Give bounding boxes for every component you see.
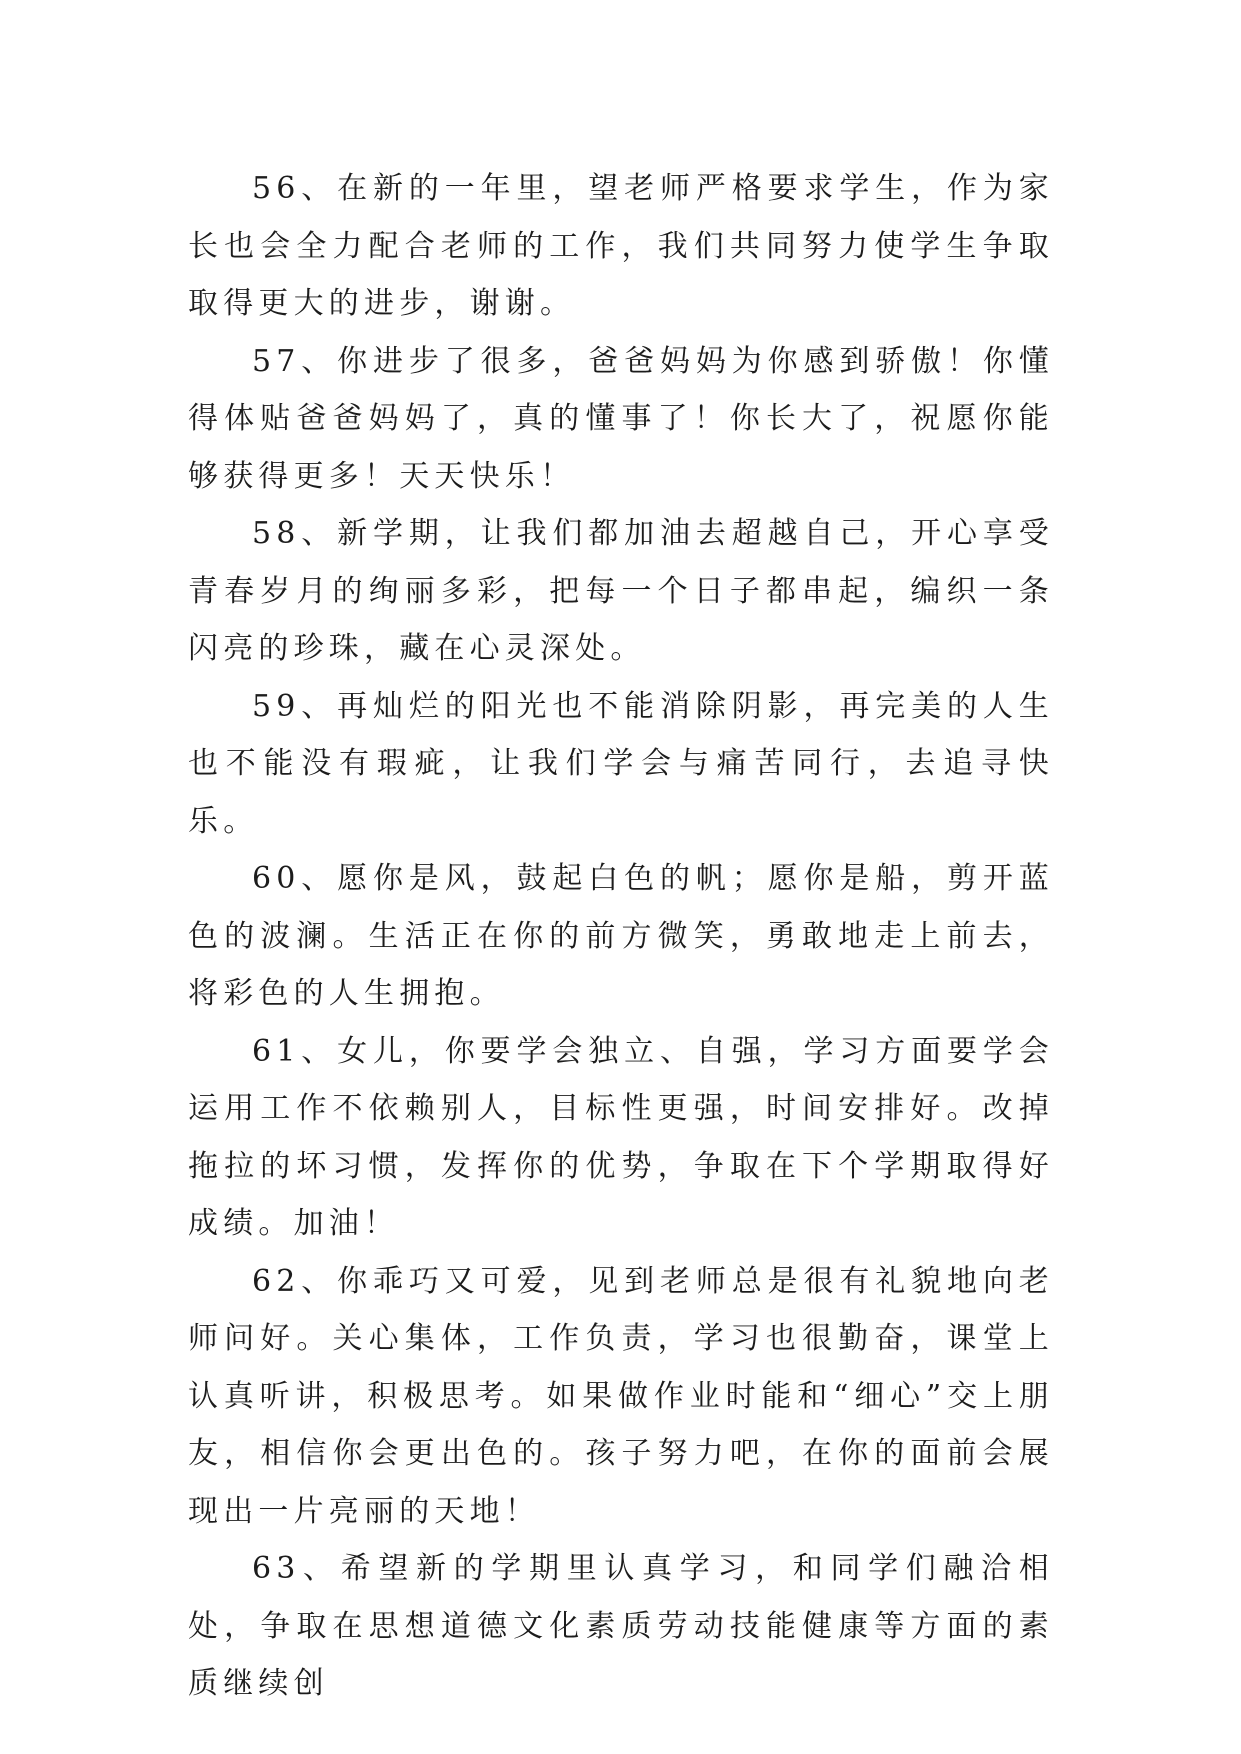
paragraph-58: 58、新学期，让我们都加油去超越自己，开心享受青春岁月的绚丽多彩，把每一个日子都串起，编织一条闪亮的珍珠，藏在心灵深处。 [188,516,1054,666]
paragraph-56: 56、在新的一年里，望老师严格要求学生，作为家长也会全力配合老师的工作，我们共同努力使学生争取取得更大的进步，谢谢。 [188,171,1054,321]
paragraph-62: 62、你乖巧又可爱，见到老师总是很有礼貌地向老师问好。关心集体，工作负责，学习也很勤奋，课堂上认真听讲，积极思考。如果做作业时能和“细心”交上朋友，相信你会更出色的。孩子努力吧，在你的面前会展现出一片亮丽的天地！ [188,1263,1054,1529]
document-body [188,160,1054,1713]
paragraph-60: 60、愿你是风，鼓起白色的帆；愿你是船，剪开蓝色的波澜。生活正在你的前方微笑，勇敢地走上前去，将彩色的人生拥抱。 [188,861,1054,1011]
paragraph-61: 61、女儿，你要学会独立、自强，学习方面要学会运用工作不依赖别人，目标性更强，时间安排好。改掉拖拉的坏习惯，发挥你的优势，争取在下个学期取得好成绩。加油！ [188,1033,1054,1241]
paragraph-59: 59、再灿烂的阳光也不能消除阴影，再完美的人生也不能没有瑕疵，让我们学会与痛苦同行，去追寻快乐。 [188,688,1054,839]
paragraph-63: 63、希望新的学期里认真学习，和同学们融洽相处，争取在思想道德文化素质劳动技能健康等方面的素质继续创 [188,1551,1054,1701]
paragraph-57: 57、你进步了很多，爸爸妈妈为你感到骄傲！你懂得体贴爸爸妈妈了，真的懂事了！你长大了，祝愿你能够获得更多！天天快乐！ [188,343,1054,494]
